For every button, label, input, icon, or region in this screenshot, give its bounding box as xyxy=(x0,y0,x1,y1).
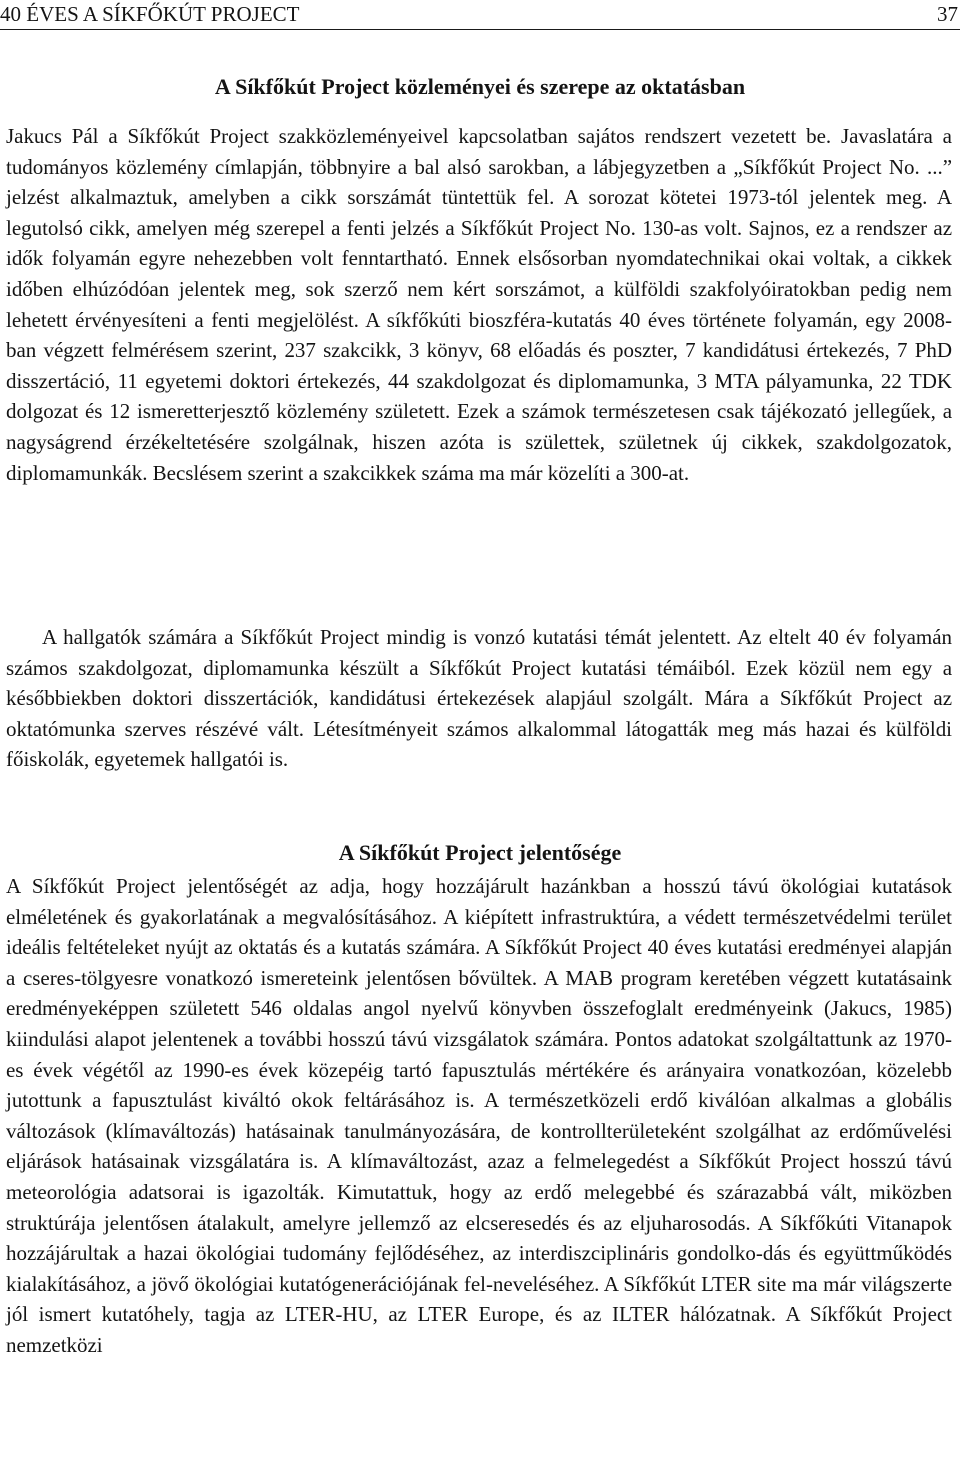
paragraph-publications-system: Jakucs Pál a Síkfőkút Project szakközleményeivel kapcsolatban sajátos rendszert vezetett be. Javaslatára a tudományos közlemény címlapján, többnyire a bal alsó sarokban, a lábjegyzetben a „Síkfőkút Project No. ...” jelzést alkalmaztuk, amelyben a cikk sorszámát tüntettük fel. A sorozat kötetei 1973-tól jelentek meg. A legutolsó cikk, amelyen még szerepel a fenti jelzés a Síkfőkút Project No. 130-as volt. Sajnos, ez a rendszer az idők folyamán egyre nehezebben volt fenntartható. Ennek elsősorban nyomdatechnikai okai voltak, a cikkek időben elhúzódóan jelentek meg, sok szerző nem kért sorszámot, a külföldi szakfolyóiratokban pedig nem lehetett érvényesíteni a fenti megjelölést. A síkfőkúti bioszféra-kutatás 40 éves története folyamán, egy 2008-ban végzett felmérésem szerint, 237 szakcikk, 3 könyv, 68 előadás és poszter, 7 kandidátusi értekezés, 7 PhD disszertáció, 11 egyetemi doktori értekezés, 44 szakdolgozat és diplomamunka, 3 MTA pályamunka, 22 TDK dolgozat és 12 ismeretterjesztő közlemény született. Ezek a számok természetesen csak tájékozató jellegűek, a nagyságrend érzékeltetésére szolgálnak, hiszen azóta is születtek, születnek új cikkek, szakdolgozatok, diplomamunkák. Becslésem szerint a szakcikkek száma ma már közelíti a 300-at. xyxy=(6,124,952,485)
paragraph-students: A hallgatók számára a Síkfőkút Project mindig is vonzó kutatási témát jelentett. Az eltelt 40 év folyamán számos szakdolgozat, diplomamunka készült a Síkfőkút Project kutatási témáiból. Ezek közül nem egy a későbbiekben doktori disszertációk, kandidátusi értekezések alapjául szolgált. Mára a Síkfőkút Project az oktatómunka szerves részévé vált. Létesítményeit számos alkalommal látogatták meg más hazai és külföldi főiskolák, egyetemek hallgatói is. xyxy=(6,625,952,772)
running-header xyxy=(0,0,960,30)
paragraph-significance: A Síkfőkút Project jelentőségét az adja, hogy hozzájárult hazánkban a hosszú távú ökológiai kutatások elméletének és gyakorlatának a megvalósításához. A kiépített infrastruktúra, a védett természetvédelmi terület ideális feltételeket nyújt az oktatás és a kutatás számára. A Síkfőkút Project 40 éves kutatási eredményei alapján a cseres-tölgyesre vonatkozó ismereteink jelentősen bővültek. A MAB program keretében végzett kutatásaink eredményeképpen született 546 oldalas angol nyelvű könyvben összefoglalt eredményeink (Jakucs, 1985) kiindulási alapot jelentenek a további hosszú távú vizsgálatok számára. Pontos adatokat szolgáltattunk az 1970-es évek végétől az 1990-es évek közepéig tartó fapusztulás mértékére és arányaira vonatkozóan, közelebb jutottunk a fapusztulást kiváltó okok feltárásához is. A természetközeli erdő kiválóan alkalmas a globális változások (klímaváltozás) hatásainak tanulmányozására, de kontrollterületeként szolgálhat az erdőművelési eljárások hatásainak vizsgálatára is. A klímaváltozást, azaz a felmelegedést a Síkfőkút Project hosszú távú meteorológia adatsorai is igazolták. Kimutattuk, hogy az erdő melegebbé és szárazabbá vált, miközben struktúrája jelentősen átalakult, amelyre jellemző az elcseresedés és az eljuharosodás. A Síkfőkúti Vitanapok hozzájárultak a hazai ökológiai tudomány fejlődéséhez, az interdiszciplináris gondolko-dás és együttműködés kialakításához, a jövő ökológiai kutatógenerációjának fel-neveléséhez. A Síkfőkút LTER site ma már világszerte jól ismert kutatóhely, tagja az LTER-HU, az LTER Europe, és az ILTER hálózatnak. A Síkfőkút Project nemzetközi xyxy=(6,874,952,1357)
section-heading-publications: A Síkfőkút Project közleményei és szerepe az oktatásban xyxy=(214,74,746,99)
header-title: 40 ÉVES A SÍKFŐKÚT PROJECT xyxy=(0,2,300,26)
section-heading-significance: A Síkfőkút Project jelentősége xyxy=(338,840,622,865)
page-number: 37 xyxy=(937,2,958,26)
